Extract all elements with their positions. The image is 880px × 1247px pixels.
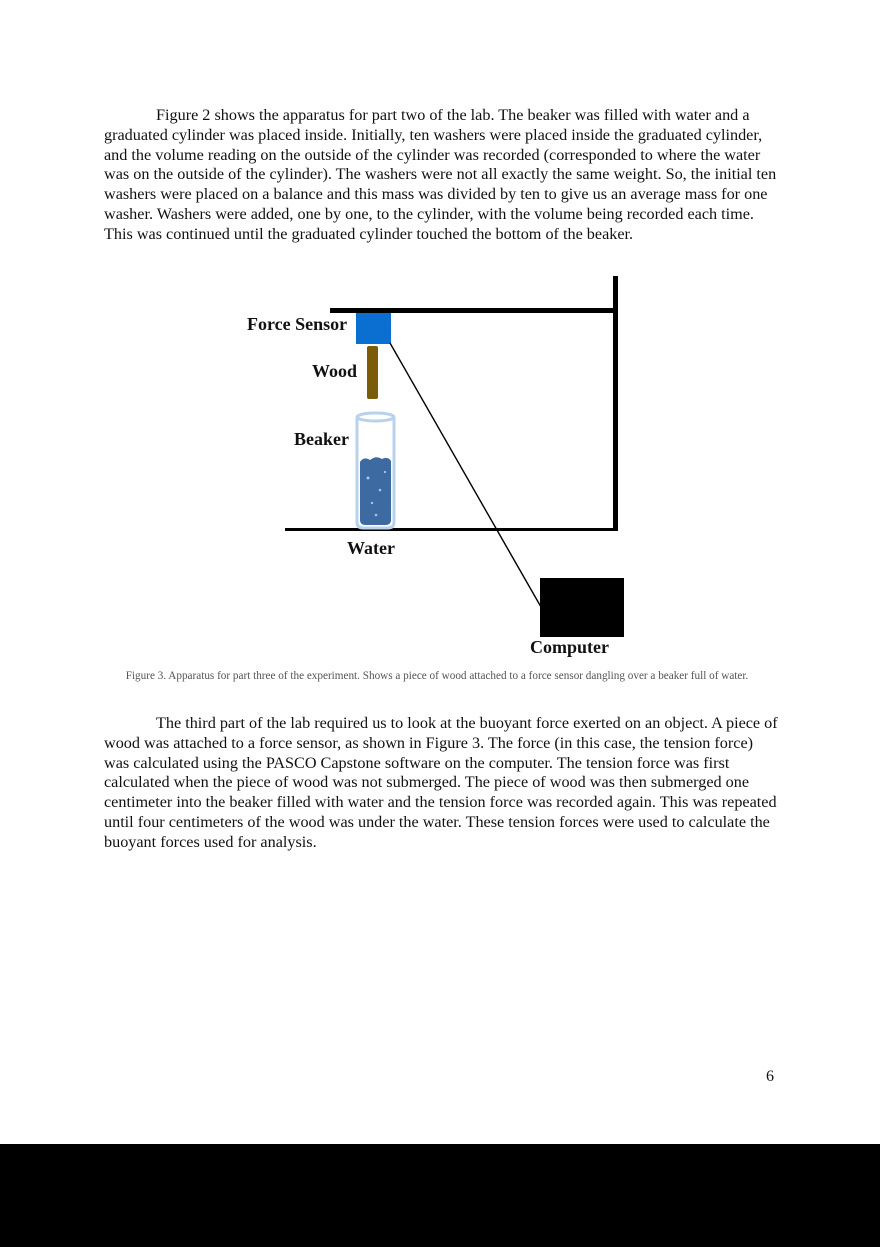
viewer-bottom-area xyxy=(0,1144,880,1247)
stand-vertical-post xyxy=(613,276,618,531)
label-wood: Wood xyxy=(312,361,358,381)
sensor-cable xyxy=(390,343,541,607)
force-sensor-box xyxy=(356,313,391,344)
wood-block xyxy=(367,346,378,399)
figure-caption: Figure 3. Apparatus for part three of the experiment. Shows a piece of wood attached to a force sensor dangling over a beaker full of water. xyxy=(125,670,749,682)
beaker xyxy=(357,413,394,528)
paragraph-part-three: The third part of the lab required us to look at the buoyant force exerted on an object. A piece of wood was attached to a force sensor, as shown in Figure 3. The force (in this case, the tension force) was calculated using the PASCO Capstone software on the computer. The tension force was first calculated when the piece of wood was not submerged. The piece of wood was then submerged one centimeter into the beaker filled with water and the tension force was recorded again. This was repeated until four centimeters of the wood was under the water. These tension forces were used to calculate the buoyant forces used for analysis. xyxy=(104,714,778,851)
computer-box xyxy=(540,578,624,637)
table-surface-line xyxy=(285,528,618,531)
label-beaker: Beaker xyxy=(294,429,349,449)
page-number: 6 xyxy=(766,1068,774,1085)
label-water: Water xyxy=(347,538,395,558)
label-force-sensor: Force Sensor xyxy=(247,314,348,334)
paragraph-part-two: Figure 2 shows the apparatus for part two of the lab. The beaker was filled with water and a graduated cylinder was placed inside. Initially, ten washers were placed inside the graduated cylinder, and the volume reading on the outside of the cylinder was recorded (corresponded to where the water was on the outside of the cylinder). The washers were not all exactly the same weight. So, the initial ten washers were placed on a balance and this mass was divided by ten to give us an average mass for one washer. Washers were added, one by one, to the cylinder, with the volume being recorded each time. This was continued until the graduated cylinder touched the bottom of the beaker. xyxy=(104,106,777,243)
stand-top-arm xyxy=(330,308,618,313)
label-computer: Computer xyxy=(530,637,609,657)
